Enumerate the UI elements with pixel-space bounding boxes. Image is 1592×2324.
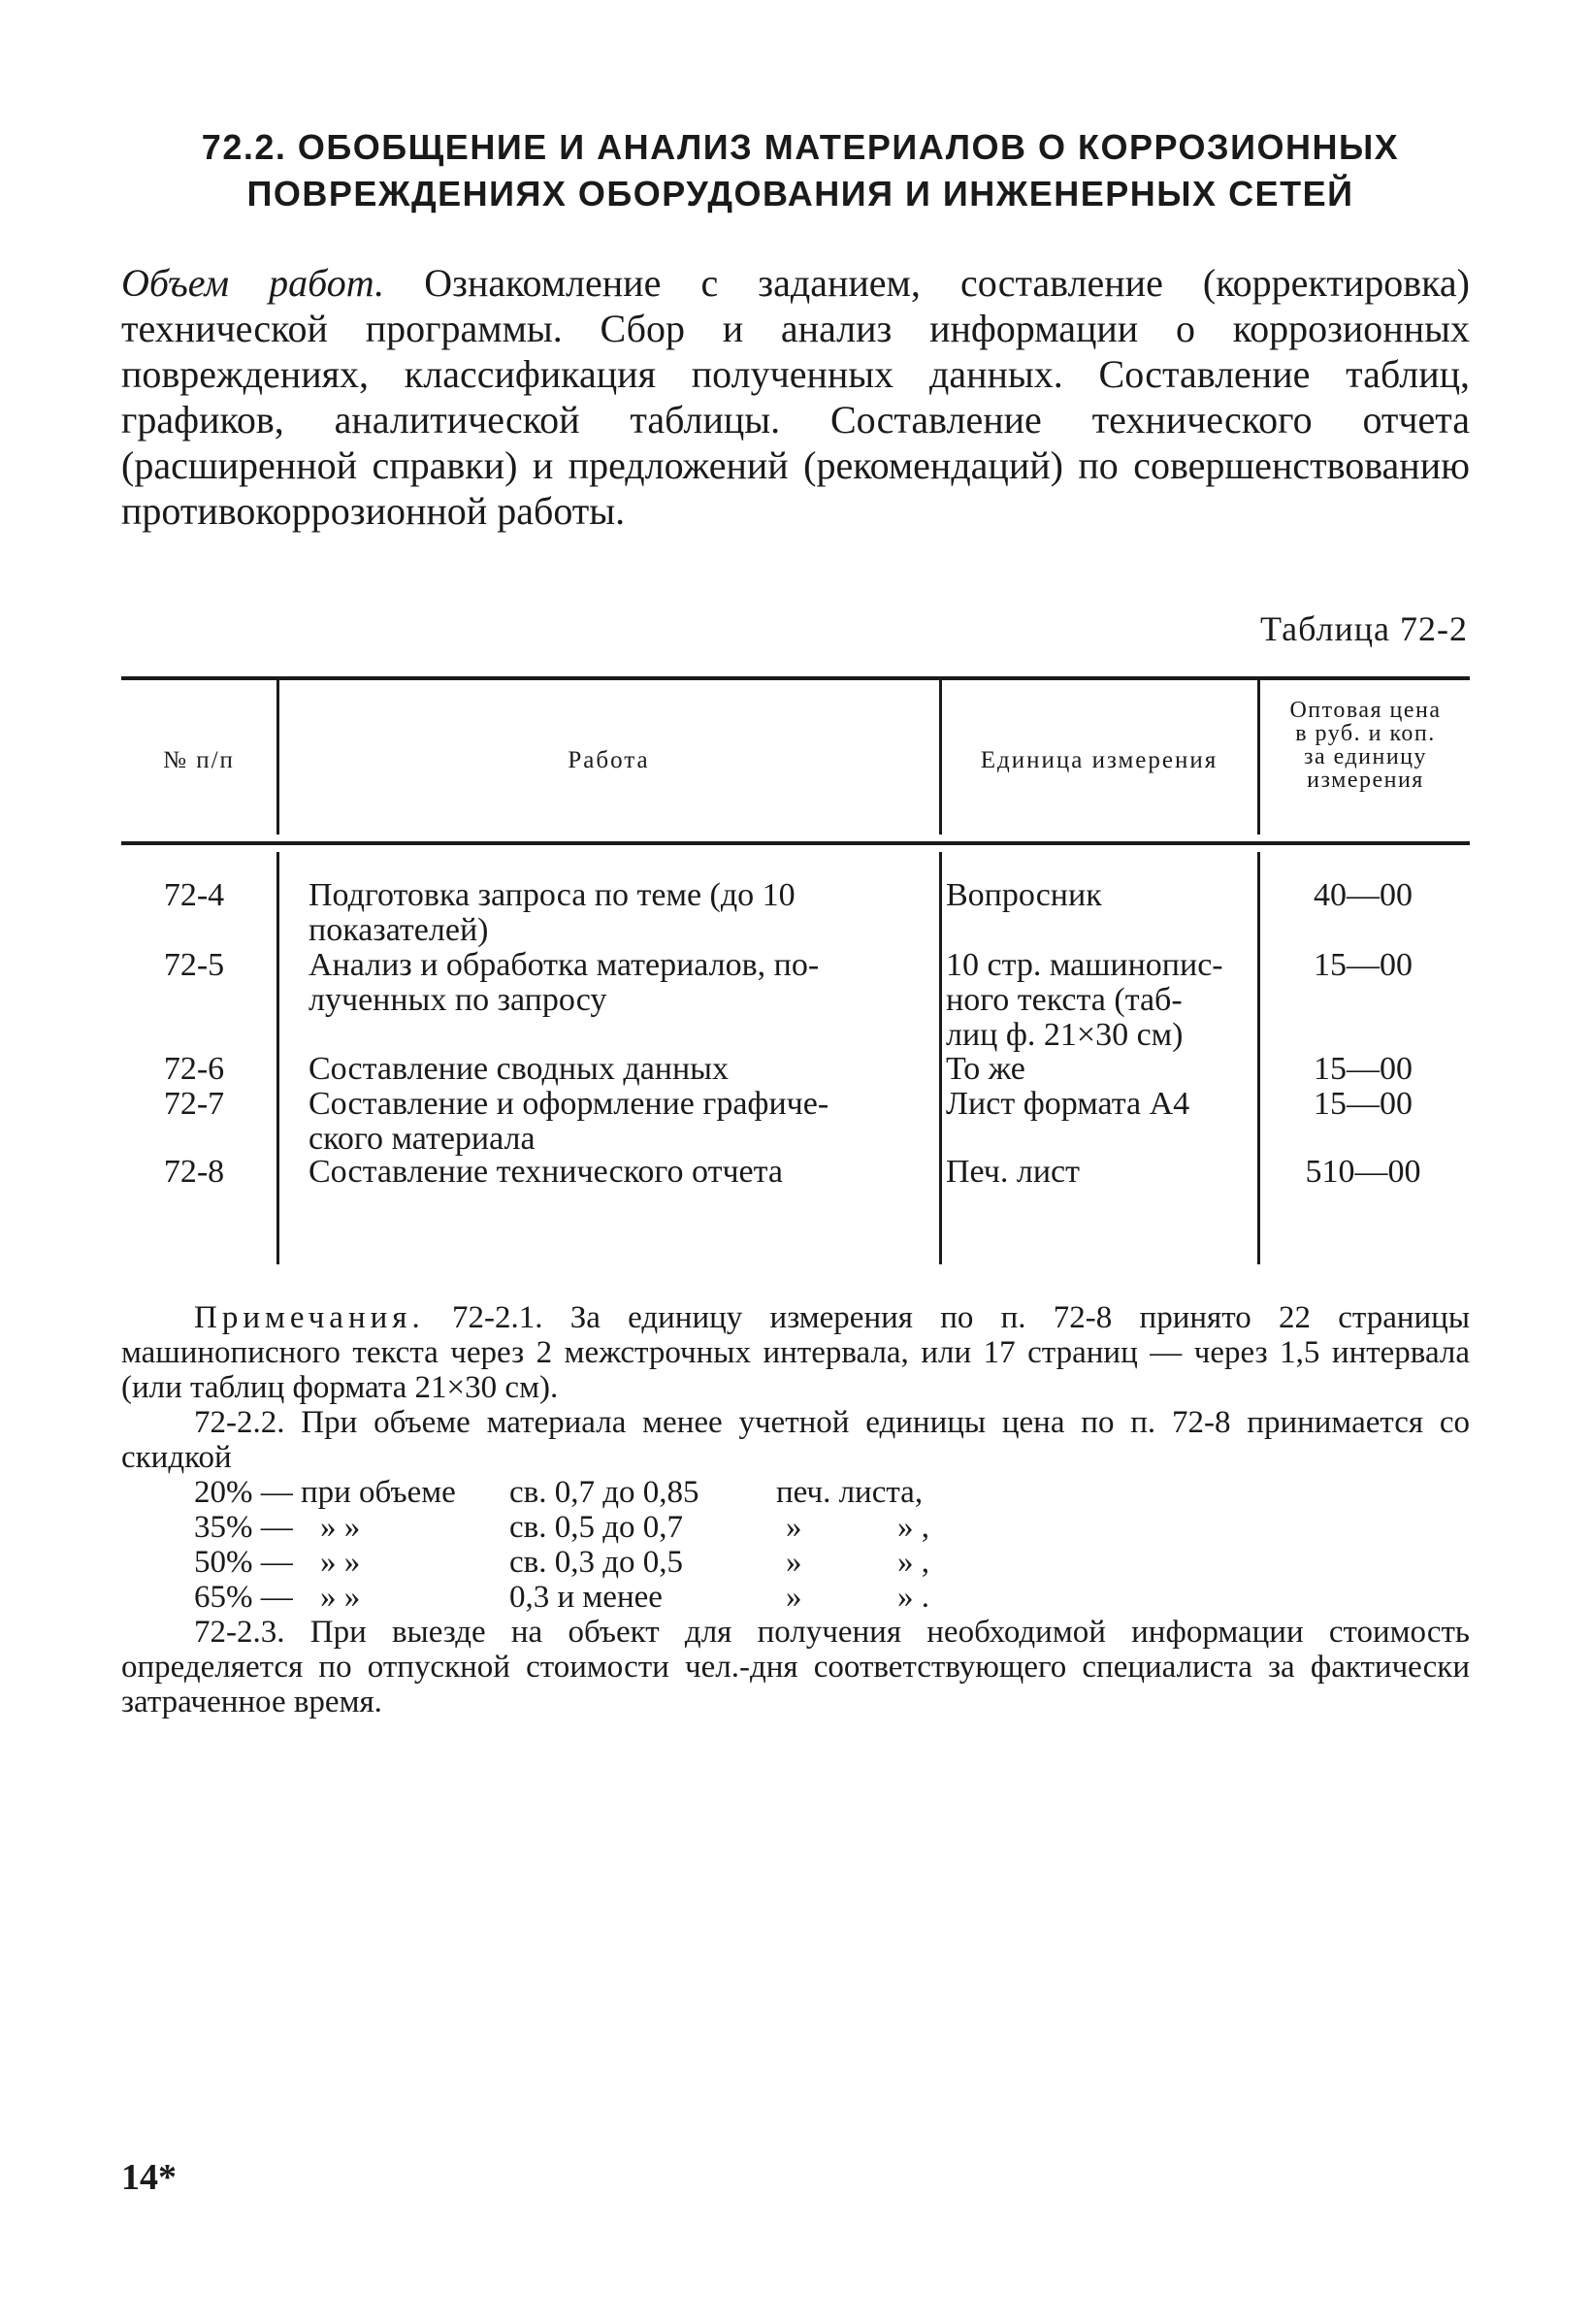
column-divider	[1257, 852, 1260, 1264]
header-price: Оптовая цена в руб. и коп. за единицу измерения	[1289, 698, 1442, 793]
heading-line-2: ПОВРЕЖДЕНИЯХ ОБОРУДОВАНИЯ И ИНЖЕНЕРНЫХ СЕТЕЙ	[246, 174, 1354, 213]
discount-row: 65% — » » 0,3 и менее » » .	[194, 1580, 929, 1615]
row-unit: Лист формата А4	[946, 1086, 1190, 1122]
header-work: Работа	[568, 747, 650, 773]
header-unit: Единица измерения	[980, 747, 1218, 773]
row-price: 510—00	[1305, 1154, 1421, 1190]
table-header-rule	[121, 841, 1470, 845]
page-number: 14*	[121, 2157, 177, 2198]
row-unit: То же	[946, 1051, 1025, 1087]
column-divider	[939, 852, 942, 1264]
column-divider	[276, 852, 279, 1264]
row-number: 72-8	[163, 1154, 225, 1190]
row-work: Подготовка запроса по теме (до 10 показателей)	[309, 877, 796, 948]
discount-row: 20% — при объеме св. 0,7 до 0,85 печ. листа,	[194, 1475, 924, 1510]
row-number: 72-7	[163, 1086, 225, 1122]
row-unit: 10 стр. машинопис- ного текста (таб- лиц ф. 21×30 см)	[946, 947, 1223, 1053]
note-1: Примечания. 72-2.1. За единицу измерения по п. 72-8 принято 22 страницы машинописного текста через 2 межстрочных интервала, или 17 страниц — через 1,5 интервала (или таблиц формата 21×30 см).	[121, 1300, 1470, 1405]
scope-of-work-paragraph	[121, 260, 1470, 534]
row-unit: Вопросник	[946, 877, 1102, 913]
row-work: Составление сводных данных	[309, 1051, 730, 1087]
row-number: 72-4	[163, 877, 225, 913]
table-notes	[121, 1300, 1470, 1719]
table-top-rule	[121, 676, 1470, 680]
discount-row: 35% — » » св. 0,5 до 0,7 » » ,	[194, 1510, 929, 1545]
row-price: 15—00	[1314, 1086, 1413, 1122]
discount-list	[194, 1475, 1470, 1615]
row-work: Составление технического отчета	[309, 1154, 783, 1190]
scope-text: Ознакомление с заданием, составление (корректировка) технической программы. Сбор и анализ информации о коррозионных повреждениях, классификация полученных данных. Составление таблиц, графиков, аналитической таблицы. Составление технического отчета (расширенной справки) и предложений (рекомендаций) по совершенствованию противокоррозионной работы.	[121, 261, 1470, 533]
row-price: 40—00	[1314, 877, 1413, 913]
column-divider	[1257, 679, 1260, 835]
row-price: 15—00	[1314, 947, 1413, 983]
column-divider	[276, 679, 279, 835]
column-divider	[939, 679, 942, 835]
scope-lead: Объем работ.	[121, 261, 385, 305]
row-work: Анализ и обработка материалов, по- лученных по запросу	[309, 947, 820, 1018]
row-number: 72-6	[163, 1051, 225, 1087]
row-work: Составление и оформление графиче- ского материала	[309, 1086, 829, 1157]
header-number: № п/п	[163, 747, 235, 773]
row-price: 15—00	[1314, 1051, 1413, 1087]
table-caption: Таблица 72-2	[1260, 609, 1468, 648]
section-heading	[146, 124, 1455, 217]
discount-row: 50% — » » св. 0,3 до 0,5 » » ,	[194, 1545, 929, 1580]
note-3: 72-2.3. При выезде на объект для получения необходимой информации стоимость определяется по отпускной стоимости чел.-дня соответствующего специалиста за фактически затраченное время.	[121, 1615, 1470, 1719]
heading-line-1: 72.2. ОБОБЩЕНИЕ И АНАЛИЗ МАТЕРИАЛОВ О КОРРОЗИОННЫХ	[201, 127, 1400, 167]
note-2: 72-2.2. При объеме материала менее учетной единицы цена по п. 72-8 принимается со скидкой	[121, 1405, 1470, 1475]
row-number: 72-5	[163, 947, 225, 983]
row-unit: Печ. лист	[946, 1154, 1081, 1190]
notes-label: Примечания.	[194, 1300, 425, 1335]
